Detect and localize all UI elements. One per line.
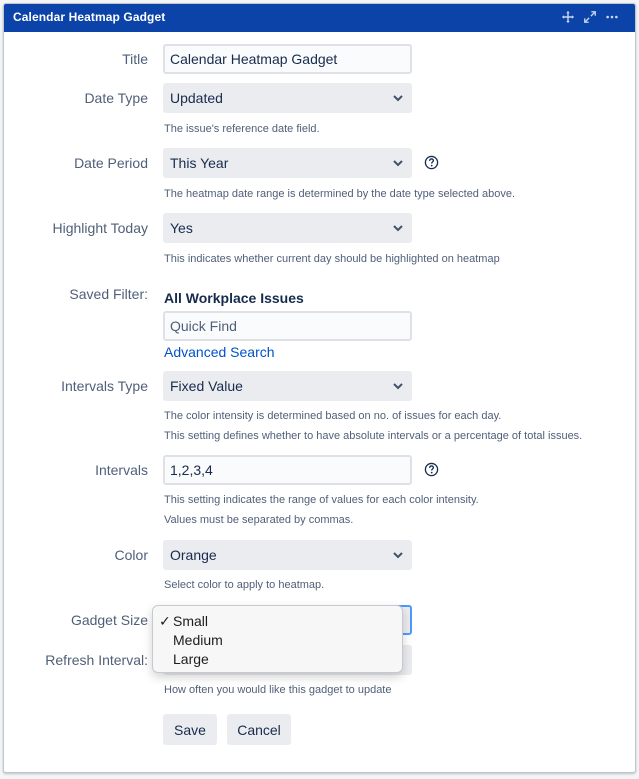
gadget-title: Calendar Heatmap Gadget <box>13 10 166 24</box>
title-input[interactable]: Calendar Heatmap Gadget <box>163 44 412 74</box>
option-small[interactable]: Small <box>173 613 209 629</box>
highlight-today-label: Highlight Today <box>52 220 148 236</box>
more-icon[interactable] <box>604 9 620 25</box>
highlight-today-select[interactable] <box>163 213 412 243</box>
check-icon: ✓ <box>159 613 171 629</box>
quick-find-input[interactable]: Quick Find <box>163 311 412 341</box>
advanced-search-link[interactable]: Advanced Search <box>164 344 275 360</box>
intervals-label: Intervals <box>95 462 148 478</box>
option-medium[interactable]: Medium <box>173 632 223 648</box>
date-period-help: The heatmap date range is determined by the date type selected above. <box>164 188 516 200</box>
date-type-value: Updated <box>170 90 223 106</box>
expand-icon[interactable] <box>582 9 598 25</box>
highlight-today-help: This indicates whether current day should be highlighted on heatmap <box>164 253 500 265</box>
option-large[interactable]: Large <box>173 651 209 667</box>
saved-filter-name: All Workplace Issues <box>164 290 304 306</box>
cancel-button[interactable]: Cancel <box>227 714 291 745</box>
chevron-down-icon <box>392 157 404 169</box>
intervals-type-select[interactable] <box>163 371 412 401</box>
intervals-type-value: Fixed Value <box>170 378 243 394</box>
date-period-label: Date Period <box>74 155 148 171</box>
intervals-help-2: Values must be separated by commas. <box>164 514 354 526</box>
date-period-select[interactable] <box>163 148 412 178</box>
calendar-heatmap-gadget <box>3 3 636 773</box>
color-help: Select color to apply to heatmap. <box>164 579 325 591</box>
gadget-header <box>4 4 635 32</box>
question-icon[interactable] <box>424 462 439 477</box>
intervals-type-help-2: This setting defines whether to have absolute intervals or a percentage of total issues. <box>164 430 583 442</box>
chevron-down-icon <box>392 549 404 561</box>
date-period-value: This Year <box>170 155 229 171</box>
intervals-help: This setting indicates the range of values for each color intensity. <box>164 494 479 506</box>
chevron-down-icon <box>392 380 404 392</box>
intervals-input[interactable]: 1,2,3,4 <box>163 455 412 485</box>
gadget-size-dropdown <box>152 605 403 673</box>
intervals-type-label: Intervals Type <box>61 378 148 394</box>
gadget-size-label: Gadget Size <box>70 612 148 628</box>
date-type-select[interactable] <box>163 83 412 113</box>
color-select[interactable] <box>163 540 412 570</box>
refresh-interval-help: How often you would like this gadget to update <box>164 684 392 696</box>
highlight-today-value: Yes <box>170 220 193 236</box>
color-label: Color <box>114 547 148 563</box>
date-type-label: Date Type <box>84 90 148 106</box>
refresh-interval-label: Refresh Interval: <box>45 652 148 668</box>
intervals-type-help: The color intensity is determined based on no. of issues for each day. <box>164 410 502 422</box>
chevron-down-icon <box>392 222 404 234</box>
date-type-help: The issue's reference date field. <box>164 123 320 135</box>
title-label: Title <box>122 51 148 67</box>
saved-filter-label: Saved Filter: <box>69 286 148 302</box>
save-button[interactable]: Save <box>163 714 217 745</box>
move-icon[interactable] <box>560 9 576 25</box>
color-value: Orange <box>170 547 217 563</box>
chevron-down-icon <box>392 92 404 104</box>
question-icon[interactable] <box>424 155 439 170</box>
